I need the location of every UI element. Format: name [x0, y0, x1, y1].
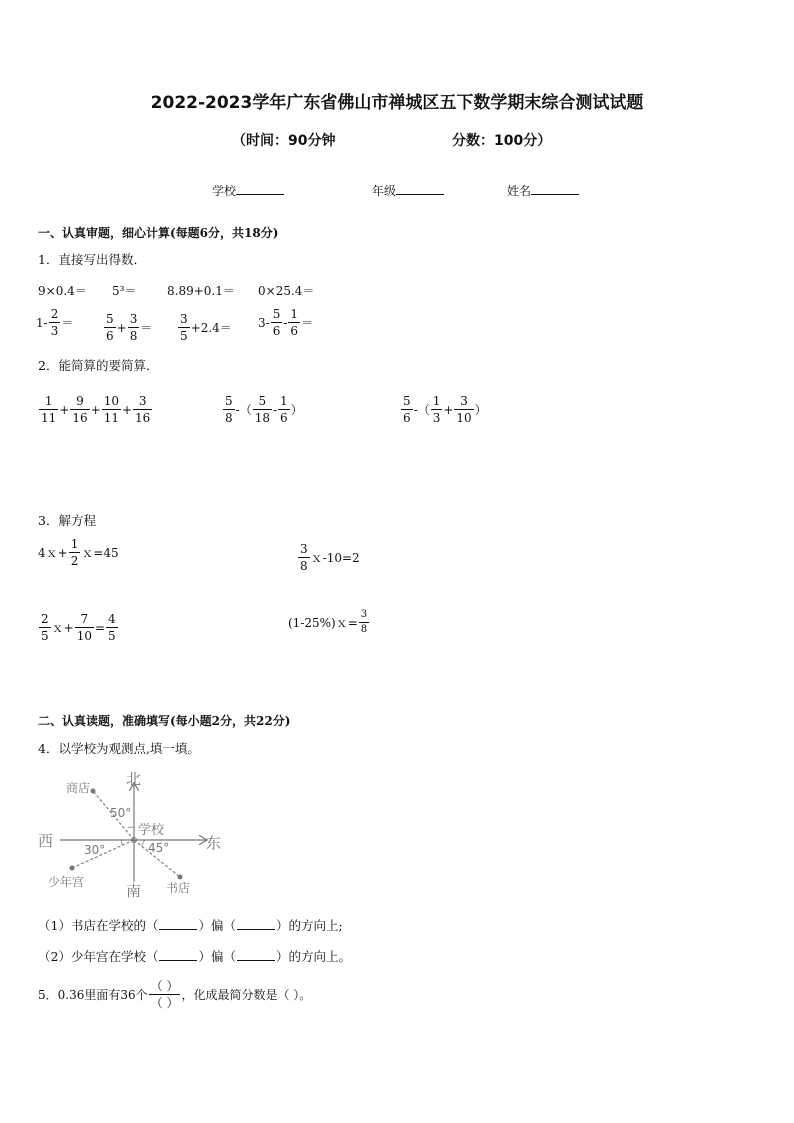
- fraction: $\frac{3}{5}$: [180, 312, 188, 343]
- school-label: 学校: [212, 184, 237, 198]
- expr-text: 4ｘ+: [38, 546, 68, 560]
- fraction: $\frac{3}{10}$: [456, 394, 472, 425]
- angle-label-palace: 30°: [84, 843, 106, 857]
- exam-score: 分数：100分）: [452, 133, 552, 149]
- fraction: $\frac{10}{11}$: [103, 394, 119, 425]
- exam-time: （时间：90分钟: [232, 133, 336, 149]
- q4-sub-2-text: ）偏（: [198, 949, 236, 964]
- q1-item-4: 0×25.4＝: [258, 284, 315, 298]
- name-blank: [531, 182, 579, 195]
- youth-palace-dot: [70, 866, 75, 871]
- angle-label-shop: 50°: [110, 806, 132, 820]
- q4-prompt: 4．以学校为观测点,填一填。: [38, 741, 200, 756]
- grade-label: 年级: [372, 184, 397, 198]
- east-label: 东: [206, 834, 222, 852]
- q5-text: ，化成最简分数是（ ）。: [181, 988, 312, 1002]
- grade-blank: [396, 182, 444, 195]
- section-1-heading: 一、认真审题，细心计算(每题6分，共18分): [38, 226, 279, 240]
- q3-equation-4: [288, 610, 370, 635]
- answer-blank[interactable]: [237, 918, 275, 930]
- q3-equation-3: [38, 608, 119, 642]
- answer-blank[interactable]: [159, 949, 197, 961]
- angle-arc-palace: [121, 840, 122, 845]
- youth-palace-label: 少年宫: [48, 875, 85, 889]
- expr-text: ＝: [140, 321, 153, 335]
- expr-text: ＝: [301, 316, 314, 330]
- operator: =: [94, 620, 106, 635]
- q1-item-6: [103, 308, 152, 342]
- fraction: $\frac{5}{6}$: [272, 307, 281, 338]
- operator: -（: [235, 403, 252, 417]
- q4-sub-2-text: （2）少年宫在学校（: [38, 949, 159, 964]
- fraction: $\frac{3}{16}$: [135, 394, 151, 425]
- fraction: $\frac{5}{6}$: [106, 312, 114, 343]
- operator: -: [272, 402, 278, 417]
- q1-item-5: [36, 308, 73, 337]
- grade-field: [372, 182, 444, 199]
- q5-text: 5．0.36里面有36个: [38, 988, 148, 1002]
- name-label: 姓名: [507, 184, 532, 198]
- expr-text: ｘ=45: [81, 546, 119, 560]
- fraction: $\frac{1}{6}$: [290, 307, 299, 338]
- fraction: $\frac{7}{10}$: [76, 612, 92, 643]
- q4-sub-1: [38, 916, 343, 934]
- operator: -（: [413, 403, 430, 417]
- fraction: $\frac{3}{8}$: [129, 312, 138, 343]
- fraction: $\frac{5}{18}$: [254, 394, 270, 425]
- shop-dot: [91, 789, 96, 794]
- fraction: $\frac{1}{3}$: [432, 394, 441, 425]
- fraction: $\frac{5}{8}$: [225, 394, 233, 425]
- expr-text: 3-: [258, 315, 270, 330]
- fraction: $\frac{9}{16}$: [72, 394, 88, 425]
- angle-arc-shop: [128, 827, 134, 828]
- bookstore-label: 书店: [166, 881, 191, 895]
- q1-item-7: [177, 308, 232, 342]
- expr-text: +2.4＝: [190, 321, 232, 335]
- q1-item-1: 9×0.4＝: [38, 284, 87, 298]
- q3-prompt: 3．解方程: [38, 513, 96, 528]
- direction-diagram: [30, 762, 230, 902]
- school-field: [212, 182, 284, 199]
- q5: [38, 980, 311, 1009]
- operator: +: [443, 402, 454, 417]
- section-2-heading: 二、认真读题，准确填写(每小题2分，共22分): [38, 714, 291, 728]
- school-label: 学校: [138, 823, 165, 838]
- expr-text: ｘ-10=2: [310, 551, 360, 565]
- fraction: $\frac{2}{5}$: [41, 612, 49, 643]
- operator: ）: [474, 403, 487, 417]
- north-label: 北: [126, 770, 142, 788]
- angle-arc-book: [142, 840, 145, 846]
- q4-sub-2-text: ）的方向上。: [275, 949, 351, 964]
- q1-prompt: 1．直接写出得数．: [38, 252, 146, 267]
- q4-sub-2: [38, 947, 351, 965]
- answer-blank[interactable]: [237, 949, 275, 961]
- expr-text: ｘ+: [51, 621, 74, 635]
- fraction: $\frac{1}{6}$: [280, 394, 288, 425]
- fraction: $\frac{3}{8}$: [300, 542, 308, 573]
- q4-sub-1-text: ）的方向上;: [275, 918, 343, 933]
- operator: ）: [290, 403, 303, 417]
- fraction: $\frac{4}{5}$: [108, 612, 116, 643]
- q3-equation-1: [38, 538, 119, 567]
- q4-sub-1-text: ）偏（: [198, 918, 236, 933]
- south-label: 南: [126, 882, 142, 900]
- q4-sub-1-text: （1）书店在学校的（: [38, 918, 159, 933]
- q2-prompt: 2．能简算的要简算．: [38, 358, 159, 373]
- operator: -: [283, 315, 288, 330]
- q1-item-2: 5³＝: [112, 284, 137, 298]
- fraction: $\frac{1}{2}$: [70, 537, 79, 568]
- bookstore-dot: [178, 875, 183, 880]
- q1-item-3: 8.89+0.1＝: [167, 284, 235, 298]
- expr-text: (1-25%)ｘ=: [288, 616, 358, 630]
- name-field: [507, 182, 579, 199]
- operator: +: [116, 320, 127, 335]
- shop-label: 商店: [66, 781, 91, 795]
- school-blank: [236, 182, 284, 195]
- fraction: $\frac{3}{8}$: [360, 609, 368, 635]
- q2-expr-1: [38, 390, 153, 424]
- fraction: $\frac{1}{11}$: [41, 394, 57, 425]
- expr-text: ＝: [61, 316, 74, 330]
- answer-blank[interactable]: [159, 918, 197, 930]
- answer-fraction[interactable]: $\frac{( )}{( )}$: [150, 979, 179, 1010]
- expr-text: 1-: [36, 315, 48, 330]
- fraction: $\frac{5}{6}$: [403, 394, 411, 425]
- q3-equation-2: [297, 538, 360, 572]
- q2-expr-3: [400, 390, 487, 424]
- q1-item-8: [258, 308, 313, 337]
- fraction: $\frac{2}{3}$: [50, 307, 59, 338]
- operator: +: [121, 402, 133, 417]
- q2-expr-2: [222, 390, 303, 424]
- operator: +: [59, 402, 70, 417]
- page-title: 2022-2023学年广东省佛山市禅城区五下数学期末综合测试试题: [150, 93, 644, 113]
- angle-label-book: 45°: [148, 841, 170, 855]
- west-label: 西: [38, 832, 54, 850]
- operator: +: [90, 402, 101, 417]
